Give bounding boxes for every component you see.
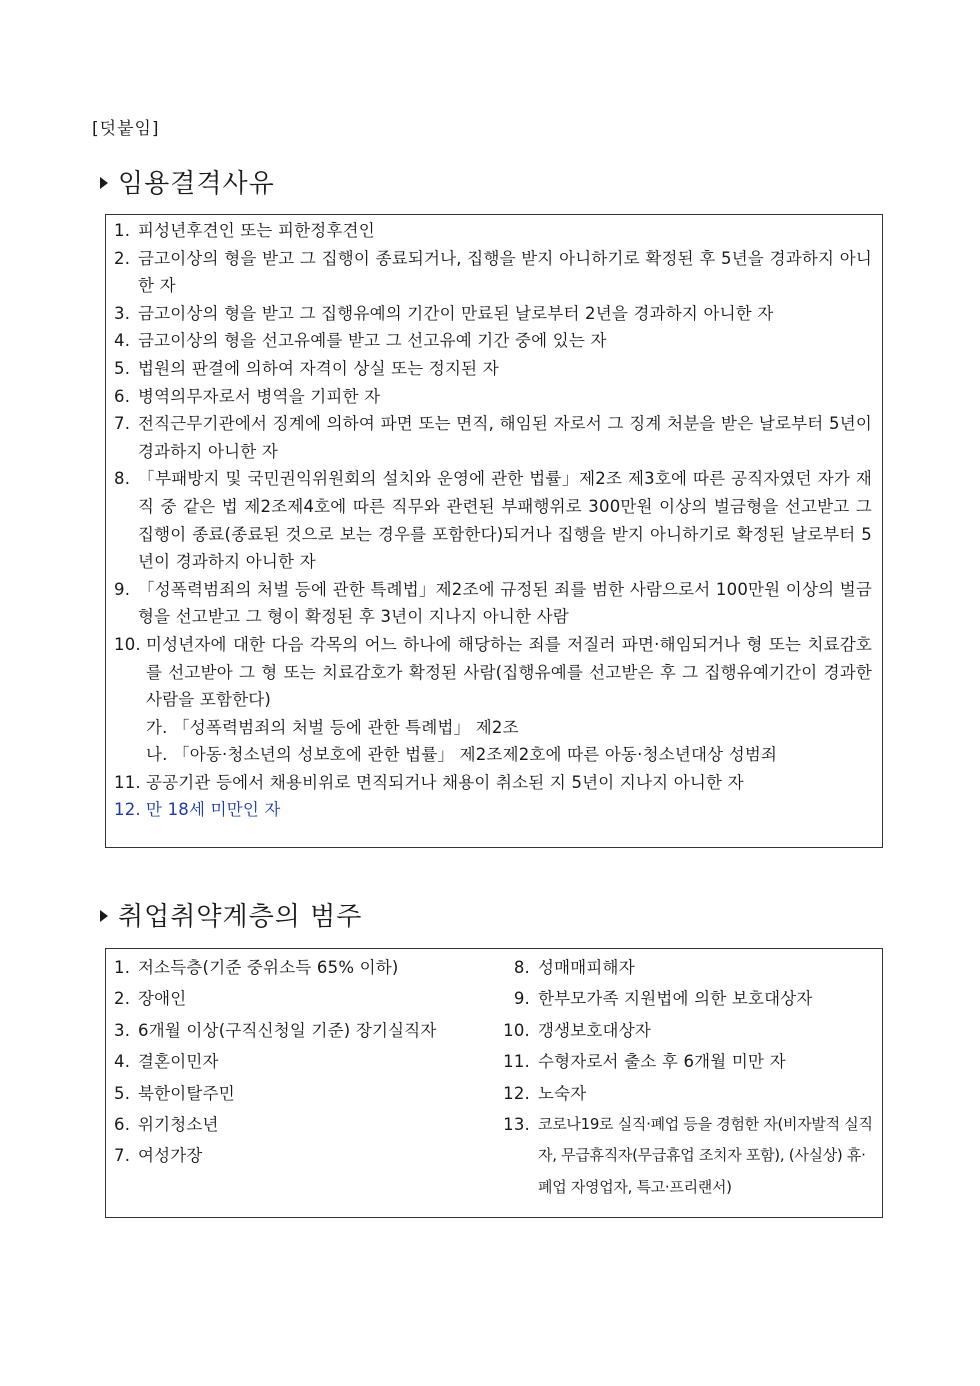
sub-list-item: 가. 「성폭력범죄의 처벌 등에 관한 특례법」 제2조 [146, 717, 519, 737]
item-text: 「성폭력범죄의 처벌 등에 관한 특례법」제2조에 규정된 죄를 범한 사람으로서 100만원 이상의 벌금형을 선고받고 그 형이 확정된 후 3년이 지나지 아니한 사람 [138, 579, 872, 627]
list-item [494, 1109, 876, 1203]
item-text: 결혼이민자 [138, 1052, 219, 1072]
sub-list-item: 나. 「아동·청소년의 성보호에 관한 법률」 제2조제2호에 따른 아동·청소년대상 성범죄 [146, 745, 778, 765]
item-text: 저소득층(기준 중위소득 65% 이하) [138, 958, 399, 977]
item-text: 전직근무기관에서 징계에 의하여 파면 또는 면직, 해임된 자로서 그 징계 처분을 받은 날로부터 5년이 경과하지 아니한 자 [138, 414, 872, 461]
list-item [494, 1046, 876, 1077]
item-number: 7. [114, 1146, 131, 1166]
item-number: 1. [114, 958, 131, 977]
list-item [114, 327, 872, 355]
item-text: 금고이상의 형을 받고 그 집행이 종료되거나, 집행을 받지 아니하기로 확정된 후 5년을 경과하지 아니한 자 [138, 248, 872, 296]
attachment-label: [덧붙임] [92, 119, 160, 139]
list-item [114, 769, 872, 797]
item-text: 노숙자 [538, 1083, 587, 1103]
item-text: 북한이탈주민 [138, 1083, 235, 1103]
item-text: 법원의 판결에 의하여 자격이 상실 또는 정지된 자 [138, 358, 499, 378]
disqualification-box [105, 214, 883, 848]
list-item [494, 1078, 876, 1109]
right-column [494, 952, 876, 1203]
item-number: 2. [114, 989, 131, 1009]
item-number: 1. [114, 221, 131, 240]
list-item [114, 1078, 484, 1109]
item-number: 4. [114, 331, 131, 351]
item-text: 공공기관 등에서 채용비위로 면직되거나 채용이 취소된 지 5년이 지나지 아니한 자 [146, 772, 744, 792]
item-text: 장애인 [138, 989, 187, 1009]
item-number: 6. [114, 1115, 131, 1135]
item-number: 4. [114, 1052, 131, 1072]
item-number: 2. [114, 248, 131, 268]
item-number: 7. [114, 414, 131, 434]
list-item [114, 1109, 484, 1140]
item-number: 5. [114, 1083, 131, 1103]
item-number: 3. [114, 1020, 131, 1040]
list-item [114, 1015, 484, 1046]
list-item [494, 952, 876, 983]
item-number: 12. [503, 1083, 530, 1103]
item-number: 12. [114, 800, 141, 820]
item-number: 8. [513, 958, 530, 977]
item-text: 위기청소년 [138, 1115, 219, 1135]
list-item-highlighted [114, 796, 872, 824]
list-item [114, 1046, 484, 1077]
list-item [494, 1015, 876, 1046]
item-text: 성매매피해자 [538, 958, 635, 977]
list-item [114, 983, 484, 1014]
section-title-text: 취업취약계층의 범주 [118, 902, 363, 932]
item-text: 수형자로서 출소 후 6개월 미만 자 [538, 1052, 786, 1072]
item-number: 13. [503, 1115, 530, 1135]
item-text: 갱생보호대상자 [538, 1020, 651, 1040]
item-text: 금고이상의 형을 받고 그 집행유예의 기간이 만료된 날로부터 2년을 경과하지 아니한 자 [138, 303, 774, 323]
item-text: 한부모가족 지원법에 의한 보호대상자 [538, 989, 813, 1009]
item-text: 피성년후견인 또는 피한정후견인 [138, 221, 375, 240]
list-item [114, 300, 872, 328]
triangle-bullet-icon [100, 177, 108, 189]
section-title-text: 임용결격사유 [118, 169, 275, 199]
list-item [114, 245, 872, 300]
item-number: 3. [114, 303, 131, 323]
list-item [114, 631, 872, 714]
item-number: 6. [114, 386, 131, 406]
item-text: 코로나19로 실직·폐업 등을 경험한 자(비자발적 실직자, 무급휴직자(무급휴업 조치자 포함), (사실상) 휴·폐업 자영업자, 특고·프리랜서) [538, 1115, 873, 1196]
item-text: 만 18세 미만인 자 [146, 800, 281, 820]
item-text: 여성가장 [138, 1146, 203, 1166]
item-text: 미성년자에 대한 다음 각목의 어느 하나에 해당하는 죄를 저질러 파면·해임되거나 형 또는 치료감호를 선고받아 그 형 또는 치료감호가 확정된 사람(집행유예를 선고받은 후 그 집행유예기간이 경과한 사람을 포함한다) [146, 634, 872, 710]
list-item [494, 983, 876, 1014]
item-number: 5. [114, 358, 131, 378]
item-number: 10. [114, 634, 141, 654]
list-item [114, 410, 872, 465]
list-item [114, 465, 872, 575]
item-text: 6개월 이상(구직신청일 기준) 장기실직자 [138, 1020, 437, 1040]
item-text: 병역의무자로서 병역을 기피한 자 [138, 386, 381, 406]
triangle-bullet-icon [100, 910, 108, 922]
item-text: 금고이상의 형을 선고유예를 받고 그 선고유예 기간 중에 있는 자 [138, 331, 607, 351]
item-text: 「부패방지 및 국민권익위원회의 설치와 운영에 관한 법률」제2조 제3호에 따른 공직자였던 자가 재직 중 같은 법 제2조제4호에 따른 직무와 관련된 부패행위로 300만원 이상의 벌금형을 선고받고 그 집행이 종료(종료된 것으로 보는 경우를 포함한다)되거나 집행을 받지 아니하기로 확정된 날로부터 5년이 경과하지 아니한 자 [138, 469, 872, 572]
item-number: 11. [114, 772, 141, 792]
list-item [114, 383, 872, 411]
section-title-vulnerable-groups [100, 896, 362, 933]
item-number: 8. [114, 469, 131, 489]
item-number: 10. [503, 1020, 530, 1040]
item-number: 11. [503, 1052, 530, 1072]
list-item [114, 1140, 484, 1171]
list-item [114, 355, 872, 383]
list-item [114, 576, 872, 631]
item-number: 9. [114, 579, 131, 599]
vulnerable-groups-box [105, 948, 883, 1218]
left-column [114, 952, 484, 1172]
list-item [114, 217, 872, 245]
list-item [114, 952, 484, 983]
section-title-disqualification [100, 163, 275, 200]
item-number: 9. [513, 989, 530, 1009]
